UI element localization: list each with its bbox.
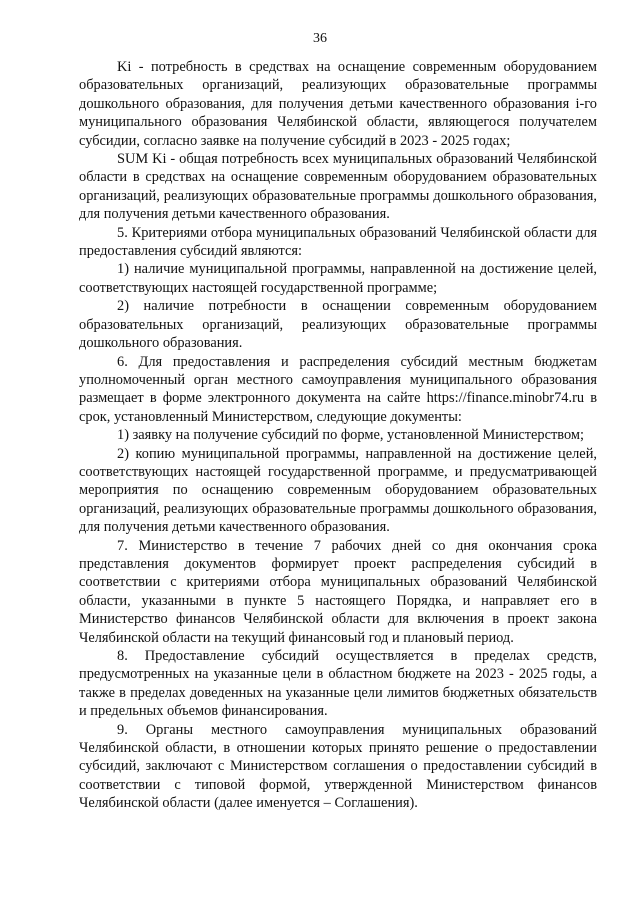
page-number: 36 (313, 31, 327, 46)
paragraph-6-documents: 6. Для предоставления и распределения субсидий местным бюджетам уполномоченный орган местного самоуправления муниципального образования размещает в форме электронного документа на сайте https://finance.minobr74.ru в срок, установленный Министерством, следующие документы: (79, 353, 597, 425)
paragraph-9-agreements: 9. Органы местного самоуправления муниципальных образований Челябинской области, в отношении которых принято решение о предоставлении субсидий, заключают с Министерством соглашения о предоставлении субсидий в соответствии с типовой формой, утвержденной Министерством финансов Челябинской области (далее именуется – Соглашения). (79, 721, 597, 812)
documents-item-2: 2) копию муниципальной программы, направленной на достижение целей, соответствующих настоящей государственной программе, и предусматривающей мероприятия по оснащению современным оборудованием образовательных организаций, реализующих образовательные программы дошкольного образования, для получения детьми качественного образования. (79, 445, 597, 536)
paragraph-ki-definition: Ki - потребность в средствах на оснащение современным оборудованием образовательных организаций, реализующих образовательные программы дошкольного образования, для получения детьми качественного образования i-го муниципального образования Челябинской области, являющегося получателем субсидии, согласно заявке на получение субсидий в 2023 - 2025 годах; (79, 59, 597, 149)
paragraph-8-provision: 8. Предоставление субсидий осуществляется в пределах средств, предусмотренных на указанные цели в областном бюджете на 2023 - 2025 годы, а также в пределах доведенных на указанные цели лимитов бюджетных обязательств и предельных объемов финансирования. (79, 648, 597, 720)
paragraph-5-criteria: 5. Критериями отбора муниципальных образований Челябинской области для предоставления субсидий являются: (79, 224, 597, 260)
criteria-item-2: 2) наличие потребности в оснащении современным оборудованием образовательных организаций, реализующих образовательные программы дошкольного образования. (79, 298, 597, 352)
documents-item-1: 1) заявку на получение субсидий по форме, установленной Министерством; (117, 427, 585, 444)
document-body (79, 58, 597, 813)
criteria-item-1: 1) наличие муниципальной программы, направленной на достижение целей, соответствующих настоящей государственной программе; (79, 261, 597, 296)
paragraph-7-distribution: 7. Министерство в течение 7 рабочих дней со дня окончания срока представления документов формирует проект распределения субсидий в соответствии с критериями отбора муниципальных образований Челябинской области, указанными в пункте 5 настоящего Порядка, и направляет его в Министерство финансов Челябинской области для включения в проект закона Челябинской области на текущий финансовый год и плановый период. (79, 537, 597, 646)
paragraph-sum-ki-definition: SUM Ki - общая потребность всех муниципальных образований Челябинской области в средствах на оснащение современным оборудованием образовательных организаций, реализующих образовательные программы дошкольного образования, для получения детьми качественного образования. (79, 151, 597, 223)
